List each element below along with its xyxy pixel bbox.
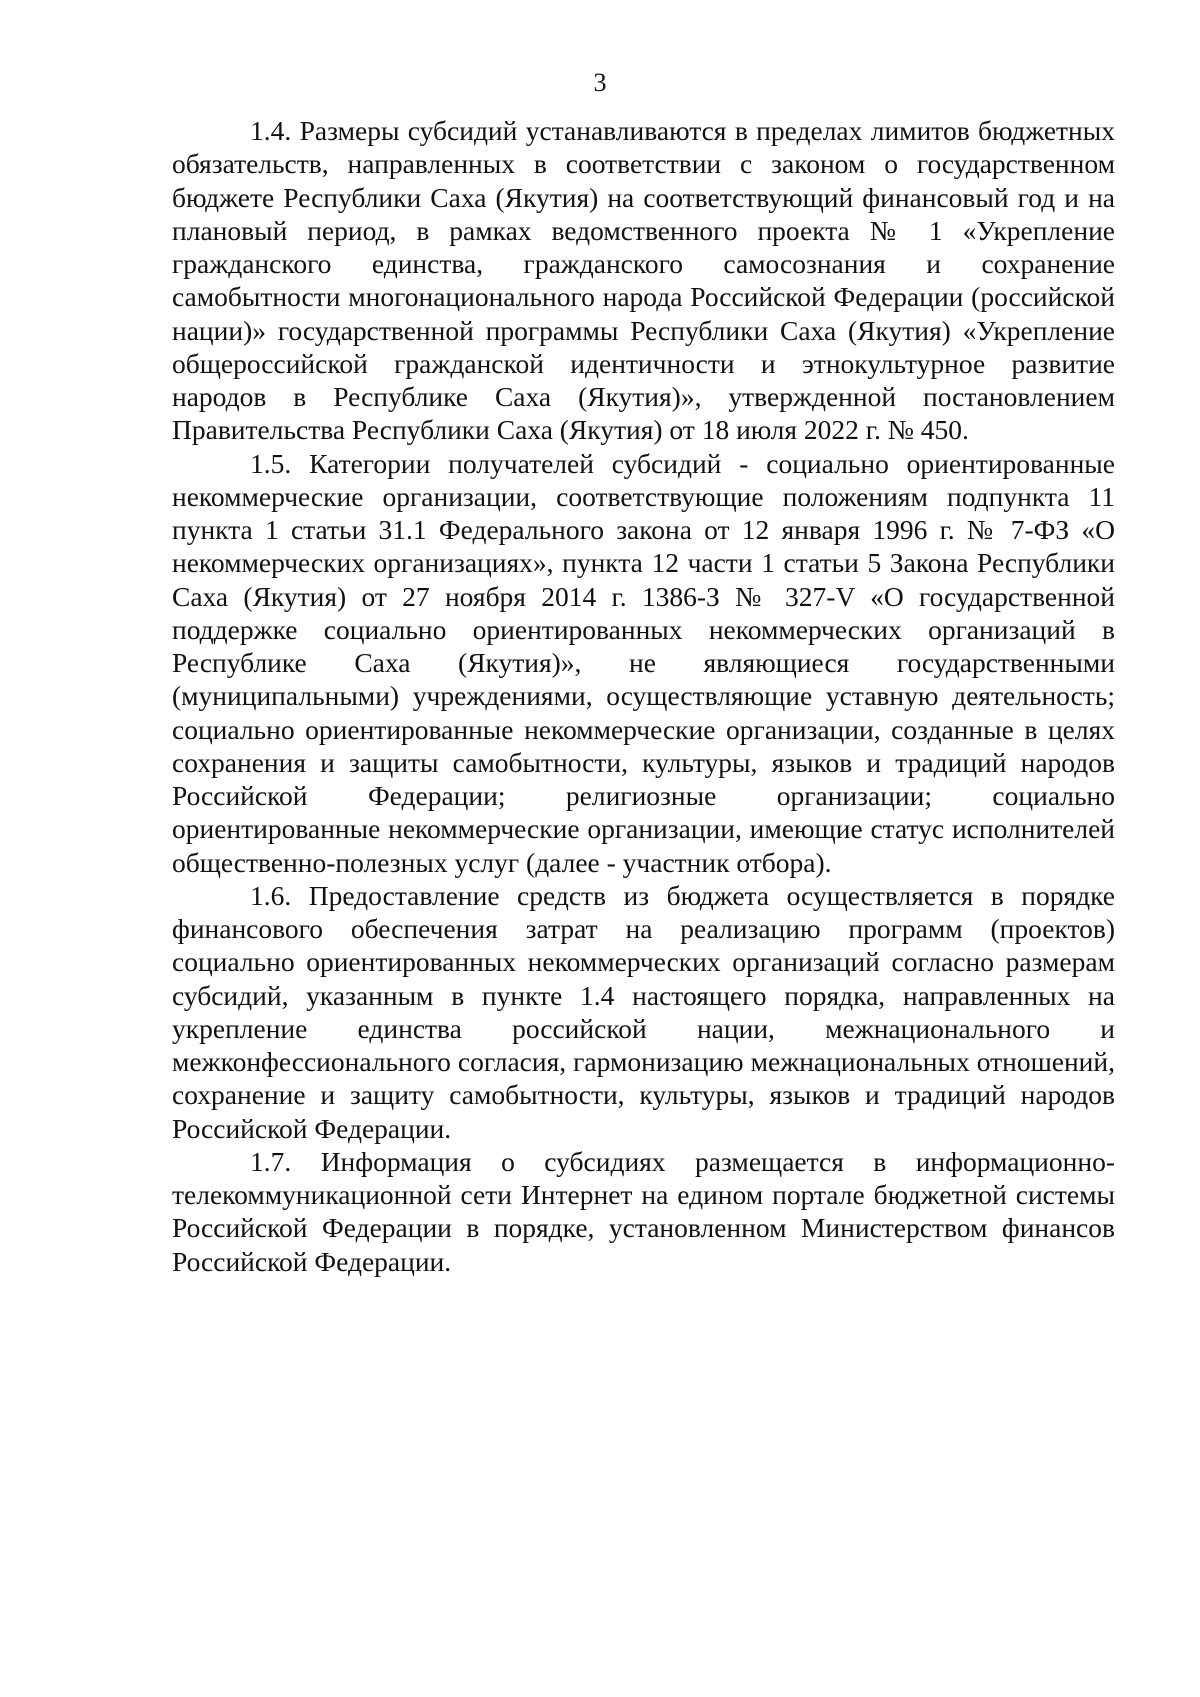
paragraph-1-7: 1.7. Информация о субсидиях размещается в информационно-телекоммуникационной сети Интернет на едином портале бюджетной системы Российской Федерации в порядке, установленном Министерством финансов Российской Федерации. xyxy=(172,1145,1115,1277)
document-body xyxy=(172,114,1115,1278)
page-number: 3 xyxy=(593,68,607,97)
paragraph-1-4: 1.4. Размеры субсидий устанавливаются в пределах лимитов бюджетных обязательств, направленных в соответствии с законом о государственном бюджете Республики Саха (Якутия) на соответствующий финансовый год и на плановый период, в рамках ведомственного проекта № 1 «Укрепление гражданского единства, гражданского самосознания и сохранение самобытности многонационального народа Российской Федерации (российской нации)» государственной программы Республики Саха (Якутия) «Укрепление общероссийской гражданской идентичности и этнокультурное развитие народов в Республике Саха (Якутия)», утвержденной постановлением Правительства Республики Саха (Якутия) от 18 июля 2022 г. № 450. xyxy=(172,115,1115,446)
paragraph-1-6: 1.6. Предоставление средств из бюджета осуществляется в порядке финансового обеспечения затрат на реализацию программ (проектов) социально ориентированных некоммерческих организаций согласно размерам субсидий, указанным в пункте 1.4 настоящего порядка, направленных на укрепление единства российской нации, межнационального и межконфессионального согласия, гармонизацию межнациональных отношений, сохранение и защиту самобытности, культуры, языков и традиций народов Российской Федерации. xyxy=(172,879,1115,1144)
paragraph-1-5: 1.5. Категории получателей субсидий - социально ориентированные некоммерческие организации, соответствующие положениям подпункта 11 пункта 1 статьи 31.1 Федерального закона от 12 января 1996 г. № 7-ФЗ «О некоммерческих организациях», пункта 12 части 1 статьи 5 Закона Республики Саха (Якутия) от 27 ноября 2014 г. 1386-З № 327-V «О государственной поддержке социально ориентированных некоммерческих организаций в Республике Саха (Якутия)», не являющиеся государственными (муниципальными) учреждениями, осуществляющие уставную деятельность; социально ориентированные некоммерческие организации, созданные в целях сохранения и защиты самобытности, культуры, языков и традиций народов Российской Федерации; религиозные организации; социально ориентированные некоммерческие организации, имеющие статус исполнителей общественно-полезных услуг (далее - участник отбора). xyxy=(172,447,1115,878)
